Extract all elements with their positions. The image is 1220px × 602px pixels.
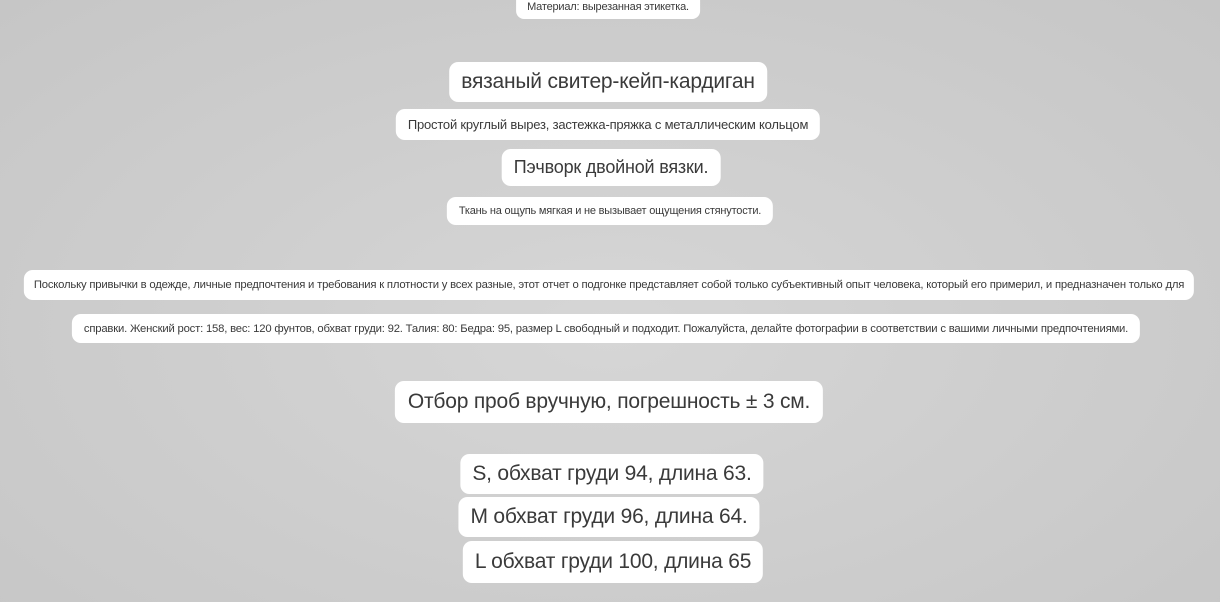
size-s-row: S, обхват груди 94, длина 63. xyxy=(460,454,763,494)
feature-patchwork: Пэчворк двойной вязки. xyxy=(502,149,721,186)
size-m-row: M обхват груди 96, длина 64. xyxy=(458,497,759,537)
material-label: Материал: вырезанная этикетка. xyxy=(516,0,700,19)
fit-disclaimer-line-2: справки. Женский рост: 158, вес: 120 фунтов, обхват груди: 92. Талия: 80: Бедра: 95, размер L свободный и подходит. Пожалуйста, делайте фотографии в соответствии с вашими личными предпочтениями. xyxy=(72,314,1140,343)
feature-fabric-feel: Ткань на ощупь мягкая и не вызывает ощущения стянутости. xyxy=(447,197,773,225)
size-l-row: L обхват груди 100, длина 65 xyxy=(463,541,763,583)
fit-disclaimer-line-1: Поскольку привычки в одежде, личные предпочтения и требования к плотности у всех разные, этот отчет о подгонке представляет собой только субъективный опыт человека, который его примерил, и предназначен только для xyxy=(24,270,1194,300)
feature-neckline-buckle: Простой круглый вырез, застежка-пряжка с металлическим кольцом xyxy=(396,109,820,140)
product-title: вязаный свитер-кейп-кардиган xyxy=(449,62,767,102)
sampling-note: Отбор проб вручную, погрешность ± 3 см. xyxy=(395,381,823,423)
